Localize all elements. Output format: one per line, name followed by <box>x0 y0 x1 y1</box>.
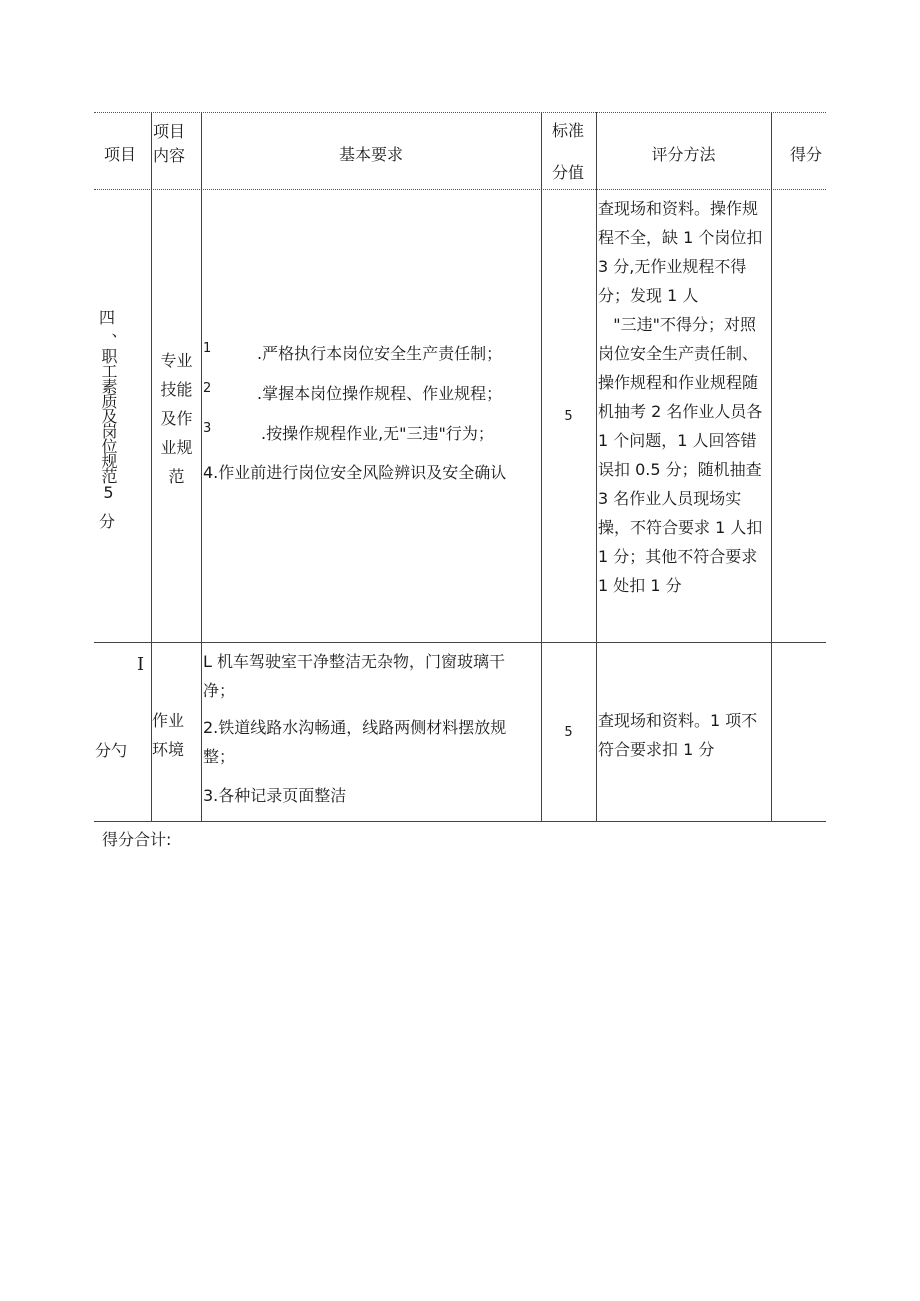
method-line: 符合要求扣 1 分 <box>598 740 715 759</box>
method-line: 操作规程和作业规程随 <box>598 373 759 392</box>
row2-content-1: 环境 <box>152 740 185 759</box>
row1-content-0: 专业 <box>160 351 193 370</box>
method-line: "三违"不得分；对照 <box>598 315 756 334</box>
header-bottom-border <box>94 189 826 190</box>
method-line: 3 分,无作业规程不得 <box>598 257 747 276</box>
method-line: 操，不符合要求 1 人扣 <box>598 518 763 537</box>
row1-content-2: 及作 <box>160 409 193 428</box>
row1-scoring-method <box>598 194 770 600</box>
requirement-text: .按操作规程作业,无"三违"行为； <box>261 424 494 443</box>
header-std-line2: 分值 <box>552 163 585 182</box>
row1-item-vertical: 、职工素质及岗位规范5 <box>99 333 118 501</box>
col-divider-3 <box>541 112 542 821</box>
table-bottom-border <box>94 821 826 822</box>
row2-requirement-line: 整； <box>203 747 236 766</box>
header-item: 项目 <box>104 145 137 164</box>
requirement-text: .掌握本岗位操作规程、作业规程； <box>257 384 503 403</box>
row2-item-top: I <box>137 654 145 675</box>
table-top-border <box>94 112 826 113</box>
col-divider-2 <box>201 112 202 821</box>
header-scoring-method: 评分方法 <box>651 145 716 164</box>
method-line: 分；发现 1 人 <box>598 286 699 305</box>
header-std-line1: 标准 <box>552 121 585 140</box>
row1-item-bottom: 分 <box>99 512 116 531</box>
row2-std-score: 5 <box>564 725 573 740</box>
method-line: 程不全，缺 1 个岗位扣 <box>598 228 763 247</box>
header-content-line1: 项目 <box>153 122 186 141</box>
row2-requirement-line: L 机车驾驶室干净整洁无杂物，门窗玻璃干 <box>203 652 506 671</box>
row1-bottom-border <box>94 642 826 643</box>
method-line: 误扣 0.5 分；随机抽查 <box>598 460 762 479</box>
row2-requirement-line: 3.各种记录页面整洁 <box>203 786 347 805</box>
row2-scoring-method <box>598 706 770 764</box>
method-line: 1 个问题，1 人回答错 <box>598 431 757 450</box>
row2-requirement-line: 净； <box>203 681 236 700</box>
header-basic-requirements: 基本要求 <box>338 145 403 164</box>
row1-item-top: 四 <box>99 308 116 327</box>
requirement-number: 2 <box>203 381 212 396</box>
row1-content-4: 范 <box>168 467 185 486</box>
row2-item-bottom: 分勺 <box>95 741 128 760</box>
requirement-text: 4.作业前进行岗位安全风险辨识及安全确认 <box>203 463 507 482</box>
row1-content-3: 业规 <box>160 438 193 457</box>
row2-requirement-line: 2.铁道线路水沟畅通，线路两侧材料摆放规 <box>203 718 507 737</box>
requirement-text: .严格执行本岗位安全生产责任制； <box>257 344 503 363</box>
requirement-number: 1 <box>203 341 212 356</box>
method-line: 3 名作业人员现场实 <box>598 489 742 508</box>
total-score-label: 得分合计: <box>102 830 172 849</box>
row1-content-1: 技能 <box>160 380 193 399</box>
row1-std-score: 5 <box>564 409 573 424</box>
method-line: 机抽考 2 名作业人员各 <box>598 402 763 421</box>
header-score: 得分 <box>790 145 823 164</box>
header-content-line2: 内容 <box>153 146 186 165</box>
method-line: 1 处扣 1 分 <box>598 576 682 595</box>
col-divider-5 <box>771 112 772 821</box>
method-line: 查现场和资料。操作规 <box>598 199 759 218</box>
method-line: 查现场和资料。1 项不 <box>598 711 758 730</box>
row2-content-0: 作业 <box>152 711 185 730</box>
col-divider-4 <box>596 112 597 821</box>
method-line: 1 分；其他不符合要求 <box>598 547 758 566</box>
requirement-number: 3 <box>203 421 212 436</box>
method-line: 岗位安全生产责任制、 <box>598 344 759 363</box>
